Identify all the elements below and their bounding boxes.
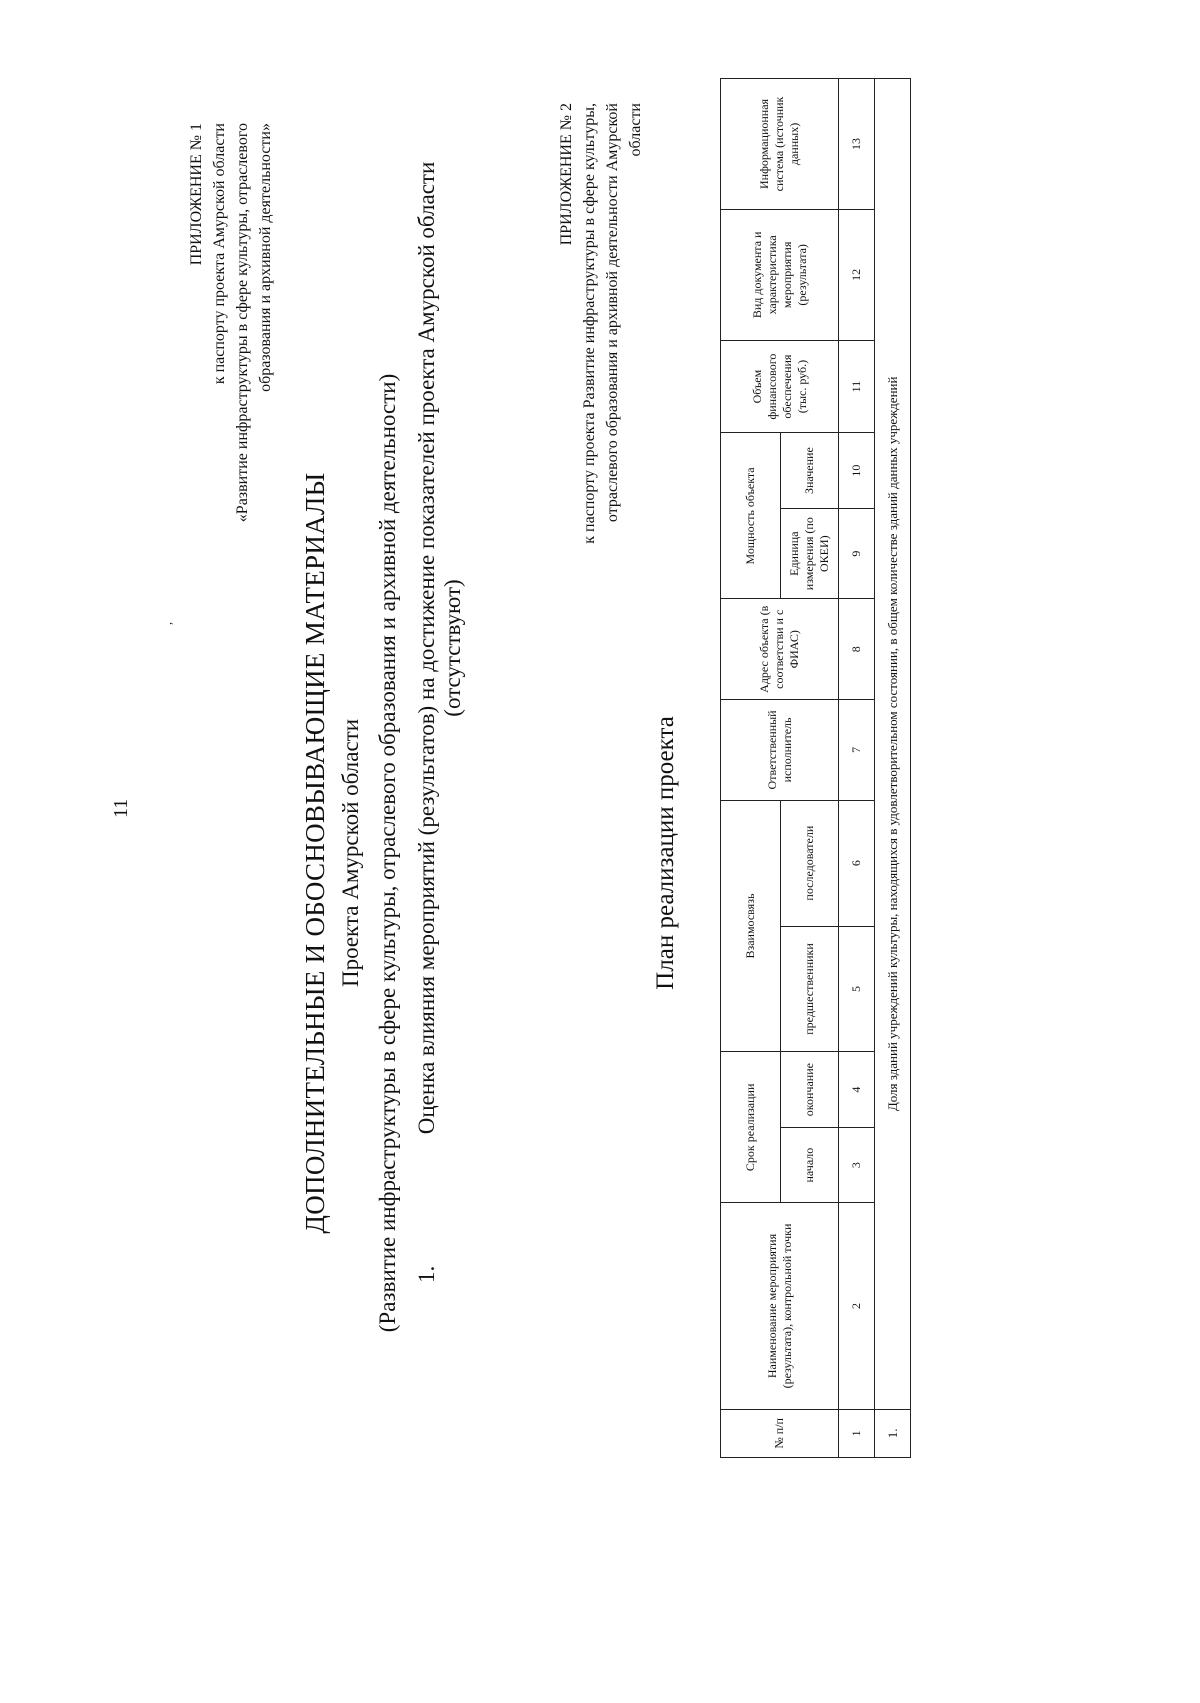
- col-number: 9: [839, 508, 875, 599]
- plan-title: План реализации проекта: [652, 716, 679, 990]
- annex2-title: ПРИЛОЖЕНИЕ № 2: [558, 103, 575, 246]
- header-responsible: Ответственный исполнитель: [721, 700, 839, 801]
- col-number: 13: [839, 79, 875, 210]
- annex2-line: отраслевого образования и архивной деятельности Амурской: [604, 103, 621, 523]
- col-number: 1: [839, 1409, 875, 1457]
- col-number: 4: [839, 1052, 875, 1128]
- header-finance: Объем финансового обеспечения (тыс. руб.): [721, 340, 839, 433]
- plan-table: [720, 78, 911, 1458]
- subtitle: Проекта Амурской области: [338, 718, 363, 988]
- col-number: 5: [839, 926, 875, 1052]
- annex2-header: [555, 103, 647, 623]
- header-document: Вид документа и характеристика мероприятия (результата): [721, 209, 839, 340]
- table-row: [875, 79, 911, 1458]
- col-number: 12: [839, 209, 875, 340]
- stray-mark: ,: [160, 622, 174, 625]
- header-value: Значение: [781, 433, 839, 509]
- header-address: Адрес объекта (в соответстви и с ФИАС): [721, 599, 839, 700]
- col-number: 6: [839, 800, 875, 926]
- header-predecessors: предшественники: [781, 926, 839, 1052]
- header-num: № п/п: [721, 1409, 839, 1457]
- col-number: 7: [839, 700, 875, 801]
- section-title: Оценка влияния мероприятий (результатов) на достижение показателей проекта Амурской области (отсутствуют): [414, 161, 465, 1135]
- header-link: Взаимосвязь: [721, 800, 781, 1052]
- header-term: Срок реализации: [721, 1052, 781, 1203]
- header-start: начало: [781, 1127, 839, 1202]
- header-unit: Единица измерения (по ОКЕИ): [781, 508, 839, 599]
- annex1-line: «Развитие инфраструктуры в сфере культуры, отраслевого: [234, 123, 251, 523]
- section-number: 1.: [414, 1265, 439, 1283]
- annex2-line: к паспорту проекта Развитие инфраструктуры в сфере культуры,: [581, 103, 598, 544]
- header-power: Мощность объекта: [721, 433, 781, 599]
- col-number: 8: [839, 599, 875, 700]
- table-row-col-numbers: [839, 79, 875, 1458]
- header-successors: последователи: [781, 800, 839, 926]
- header-name: Наименование мероприятия (результата), контрольной точки: [721, 1203, 839, 1409]
- page-number: 11: [110, 798, 132, 818]
- col-number: 2: [839, 1203, 875, 1409]
- annex1-line: к паспорту проекта Амурской области: [211, 123, 228, 385]
- annex1-line: образования и архивной деятельности»: [257, 123, 274, 392]
- col-number: 11: [839, 340, 875, 433]
- col-number: 10: [839, 433, 875, 509]
- project-name: (Развитие инфраструктуры в сфере культуры, отраслевого образования и архивной деятельности): [375, 373, 400, 1333]
- header-info-system: Информационная система (источник данных): [721, 79, 839, 210]
- main-title: ДОПОЛНИТЕЛЬНЫЕ И ОБОСНОВЫВАЮЩИЕ МАТЕРИАЛЫ: [300, 472, 330, 1234]
- col-number: 3: [839, 1127, 875, 1202]
- row-description: Доля зданий учреждений культуры, находящихся в удовлетворительном состоянии, в общем количестве зданий данных учреждений: [875, 79, 911, 1410]
- annex2-line: области: [627, 103, 644, 157]
- annex1-title: ПРИЛОЖЕНИЕ № 1: [188, 123, 205, 266]
- header-end: окончание: [781, 1052, 839, 1128]
- annex1-header: [185, 123, 277, 563]
- row-number: 1.: [875, 1409, 911, 1457]
